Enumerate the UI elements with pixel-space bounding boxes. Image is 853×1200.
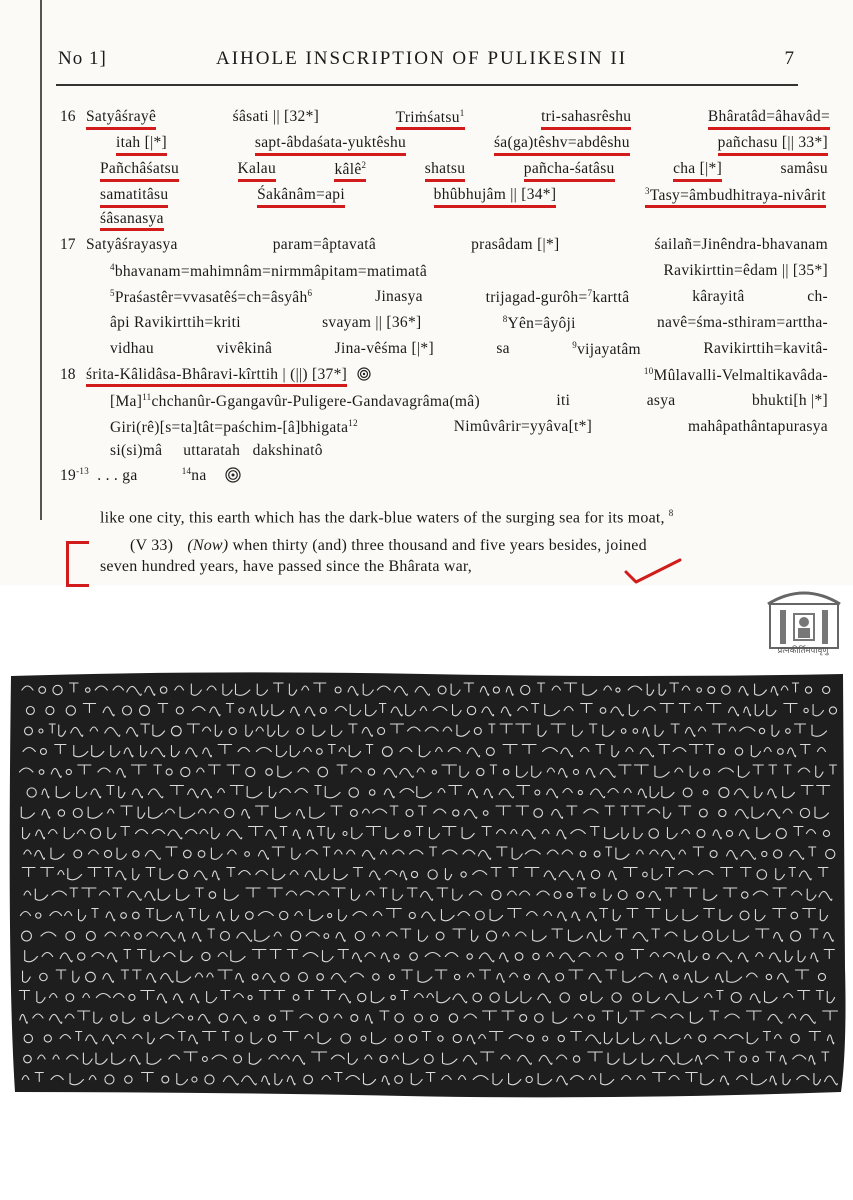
- text-segment: prasâdam [|*]: [471, 236, 560, 253]
- text-segment: si(si)mâ: [110, 442, 163, 459]
- text-segment: samatitâsu: [100, 186, 168, 208]
- spiral-icon: [357, 367, 371, 381]
- footnote-mark: 3: [645, 186, 650, 196]
- text-segment: dakshinatô: [252, 442, 323, 459]
- estampage-rubbing: [5, 668, 848, 1100]
- text-segment: Jinasya: [375, 288, 423, 305]
- text-segment: [110, 262, 427, 284]
- footnote-mark: 14: [181, 466, 192, 476]
- verse-reference: (V 33): [130, 537, 174, 554]
- text-segment: Giri(rê)[s=ta]tât=paśchim-[â]bhigata: [110, 419, 349, 437]
- text-segment: bhûbhujâm || [34*]: [434, 186, 557, 208]
- text-segment: seven hundred years, have passed since the Bhârata war,: [100, 558, 472, 575]
- footnote-mark: 7: [587, 288, 593, 298]
- text-segment: param=âptavatâ: [272, 236, 377, 253]
- text-segment: (Now): [187, 537, 229, 554]
- text-segment: [Ma]: [110, 393, 143, 411]
- text-segment: iti: [556, 392, 571, 409]
- text-segment: [644, 366, 828, 385]
- text-segment: svayam || [36*]: [322, 314, 422, 331]
- text-segment: . . . ga: [97, 467, 138, 485]
- text-segment: sapt-âbdaśata-yuktêshu: [255, 134, 406, 156]
- text-segment: pañchasu [|| 33*]: [718, 134, 828, 156]
- verse-18-line-1: [86, 366, 828, 388]
- text-segment: vivêkinâ: [216, 340, 273, 357]
- text-segment: Praśastêr=vvasatêś=ch=âsyâh: [114, 289, 308, 307]
- verse-number: 16: [60, 108, 76, 125]
- footnote-mark: 8: [668, 508, 674, 518]
- text-segment: Yên=âyôji: [507, 315, 576, 333]
- text-segment: Nimûvârir=yyâva[t*]: [453, 418, 593, 435]
- text-segment: mahâpathântapurasya: [688, 418, 828, 435]
- text-segment: [645, 186, 826, 208]
- footnote-mark: 2: [361, 160, 367, 170]
- verse-17-line-5: [110, 340, 828, 362]
- footnote-mark: 5: [110, 288, 115, 298]
- text-segment: asya: [646, 392, 676, 409]
- text-segment: śâsati || [32*]: [232, 108, 320, 125]
- text-segment: like one city, this earth which has the dark-blue waters of the surging sea for its moat,: [100, 509, 665, 527]
- text-segment: pañcha-śatâsu: [524, 160, 615, 182]
- verse-17-line-3: [110, 288, 828, 310]
- text-segment: kârayitâ: [692, 288, 745, 305]
- verse-19-line: [60, 466, 241, 488]
- text-segment: [572, 340, 641, 362]
- text-segment: ch-: [807, 288, 828, 305]
- verse-number: 19: [60, 467, 77, 485]
- text-segment: 13: [79, 466, 90, 476]
- text-segment: Pañchâśatsu: [100, 160, 179, 182]
- verse-17-line-2: [110, 262, 828, 284]
- footnote-mark: 4: [110, 262, 115, 272]
- footnote-mark: 9: [572, 340, 578, 350]
- spiral-icon: [225, 467, 241, 483]
- inscription-estampage-image: [5, 668, 848, 1100]
- text-segment: bhukti[h |*]: [751, 392, 828, 409]
- header-number: No 1]: [58, 48, 107, 69]
- text-segment: Mûlavalli-Velmaltikavâda-: [653, 367, 828, 385]
- text-segment: Satyâśrayasya: [86, 236, 178, 253]
- text-segment: cha [|*]: [673, 160, 722, 182]
- red-check-mark: [622, 556, 682, 586]
- text-segment: [396, 108, 465, 130]
- red-bracket-mark: [66, 541, 89, 587]
- text-segment: bhavanam=mahimnâm=nirmmâpitam=matimatâ: [114, 263, 428, 281]
- text-segment: [110, 392, 480, 414]
- text-segment: chchanûr-Ggangavûr-Puligere-Gandavagrâma(mâ): [151, 393, 480, 411]
- text-segment: samâsu: [780, 160, 828, 177]
- text-segment: [486, 288, 630, 310]
- text-segment: vijayatâm: [577, 341, 641, 359]
- text-segment: itah [|*]: [116, 134, 167, 156]
- translation-line-3: [100, 558, 472, 576]
- footnote-mark: 6: [307, 288, 313, 298]
- header-page-number: 7: [784, 48, 794, 69]
- verse-18-line-3: [110, 418, 828, 440]
- text-segment: [110, 288, 312, 310]
- text-segment: tri-sahasrêshu: [541, 108, 631, 130]
- footnote-mark: 12: [348, 418, 358, 428]
- logo-motto: प्रत्नकीर्तिमपावृणु: [777, 646, 829, 656]
- verse-16-line-2: [116, 134, 828, 156]
- text-segment: Śakânâm=api: [257, 186, 345, 208]
- text-segment: shatsu: [425, 160, 466, 182]
- text-segment: Triṁśatsu: [395, 109, 460, 127]
- verse-17-line-4: [110, 314, 828, 336]
- text-segment: Ravikirttin=êdam || [35*]: [663, 262, 828, 279]
- text-segment: śailañ=Jinêndra-bhavanam: [654, 236, 828, 253]
- text-segment: Kalau: [238, 160, 277, 182]
- footnote-mark: 1: [459, 108, 465, 118]
- header-title: AIHOLE INSCRIPTION OF PULIKESIN II: [216, 48, 628, 69]
- text-segment: Satyâśrayê: [86, 108, 156, 130]
- footnote-mark: 8: [502, 314, 508, 324]
- footnote-mark: 10: [643, 366, 654, 376]
- text-segment: -: [76, 466, 80, 476]
- text-segment: [182, 467, 207, 484]
- printed-page: [0, 0, 853, 585]
- text-segment: Ravikirttih=kavitâ-: [703, 340, 828, 357]
- footnote-mark: [76, 466, 89, 476]
- verse-16-line-1: [86, 108, 830, 130]
- text-segment: navê=śma-sthiram=arttha-: [656, 314, 828, 331]
- translation-line-2: [108, 537, 647, 555]
- text-segment: [110, 418, 358, 440]
- text-segment: trijagad-gurôh=: [485, 289, 588, 307]
- text-segment: âpi Ravikirttih=kriti: [110, 314, 241, 331]
- verse-18-line-4: [110, 442, 323, 464]
- text-segment: Bhâratâd=âhavâd=: [708, 108, 830, 130]
- header-rule: [56, 84, 798, 86]
- page-header: [58, 48, 798, 72]
- verse-18-line-2: [110, 392, 828, 414]
- verse-16-line-5: [100, 210, 164, 232]
- verse-16-line-3: [100, 160, 828, 182]
- text-segment: na: [191, 467, 207, 485]
- text-segment: [334, 160, 366, 182]
- text-segment: Tasy=âmbudhitraya-nivârit: [649, 187, 826, 205]
- footnote-mark: 11: [142, 392, 152, 402]
- text-segment: śâsanasya: [100, 210, 164, 231]
- text-segment: vidhau: [110, 340, 154, 357]
- text-segment: kâlê: [334, 161, 362, 179]
- verse-17-line-1: [86, 236, 828, 258]
- text-segment: uttaratah: [183, 442, 241, 459]
- text-segment: sa: [496, 340, 510, 357]
- translation-line-1: [100, 508, 673, 527]
- page-margin-rule: [40, 0, 42, 520]
- text-segment: when thirty (and) three thousand and five years besides, joined: [232, 537, 647, 554]
- text-segment: śrita-Kâlidâsa-Bhâravi-kîrttih | (||) [37*]: [86, 366, 347, 387]
- text-segment: [503, 314, 576, 336]
- verse-number: 17: [60, 236, 76, 253]
- verse-number: 18: [60, 366, 76, 383]
- text-segment: karttâ: [592, 289, 630, 307]
- text-segment: Jina-vêśma [|*]: [334, 340, 434, 357]
- verse-16-line-4: [100, 186, 826, 208]
- text-segment: śa(ga)têshv=abdêshu: [494, 134, 630, 156]
